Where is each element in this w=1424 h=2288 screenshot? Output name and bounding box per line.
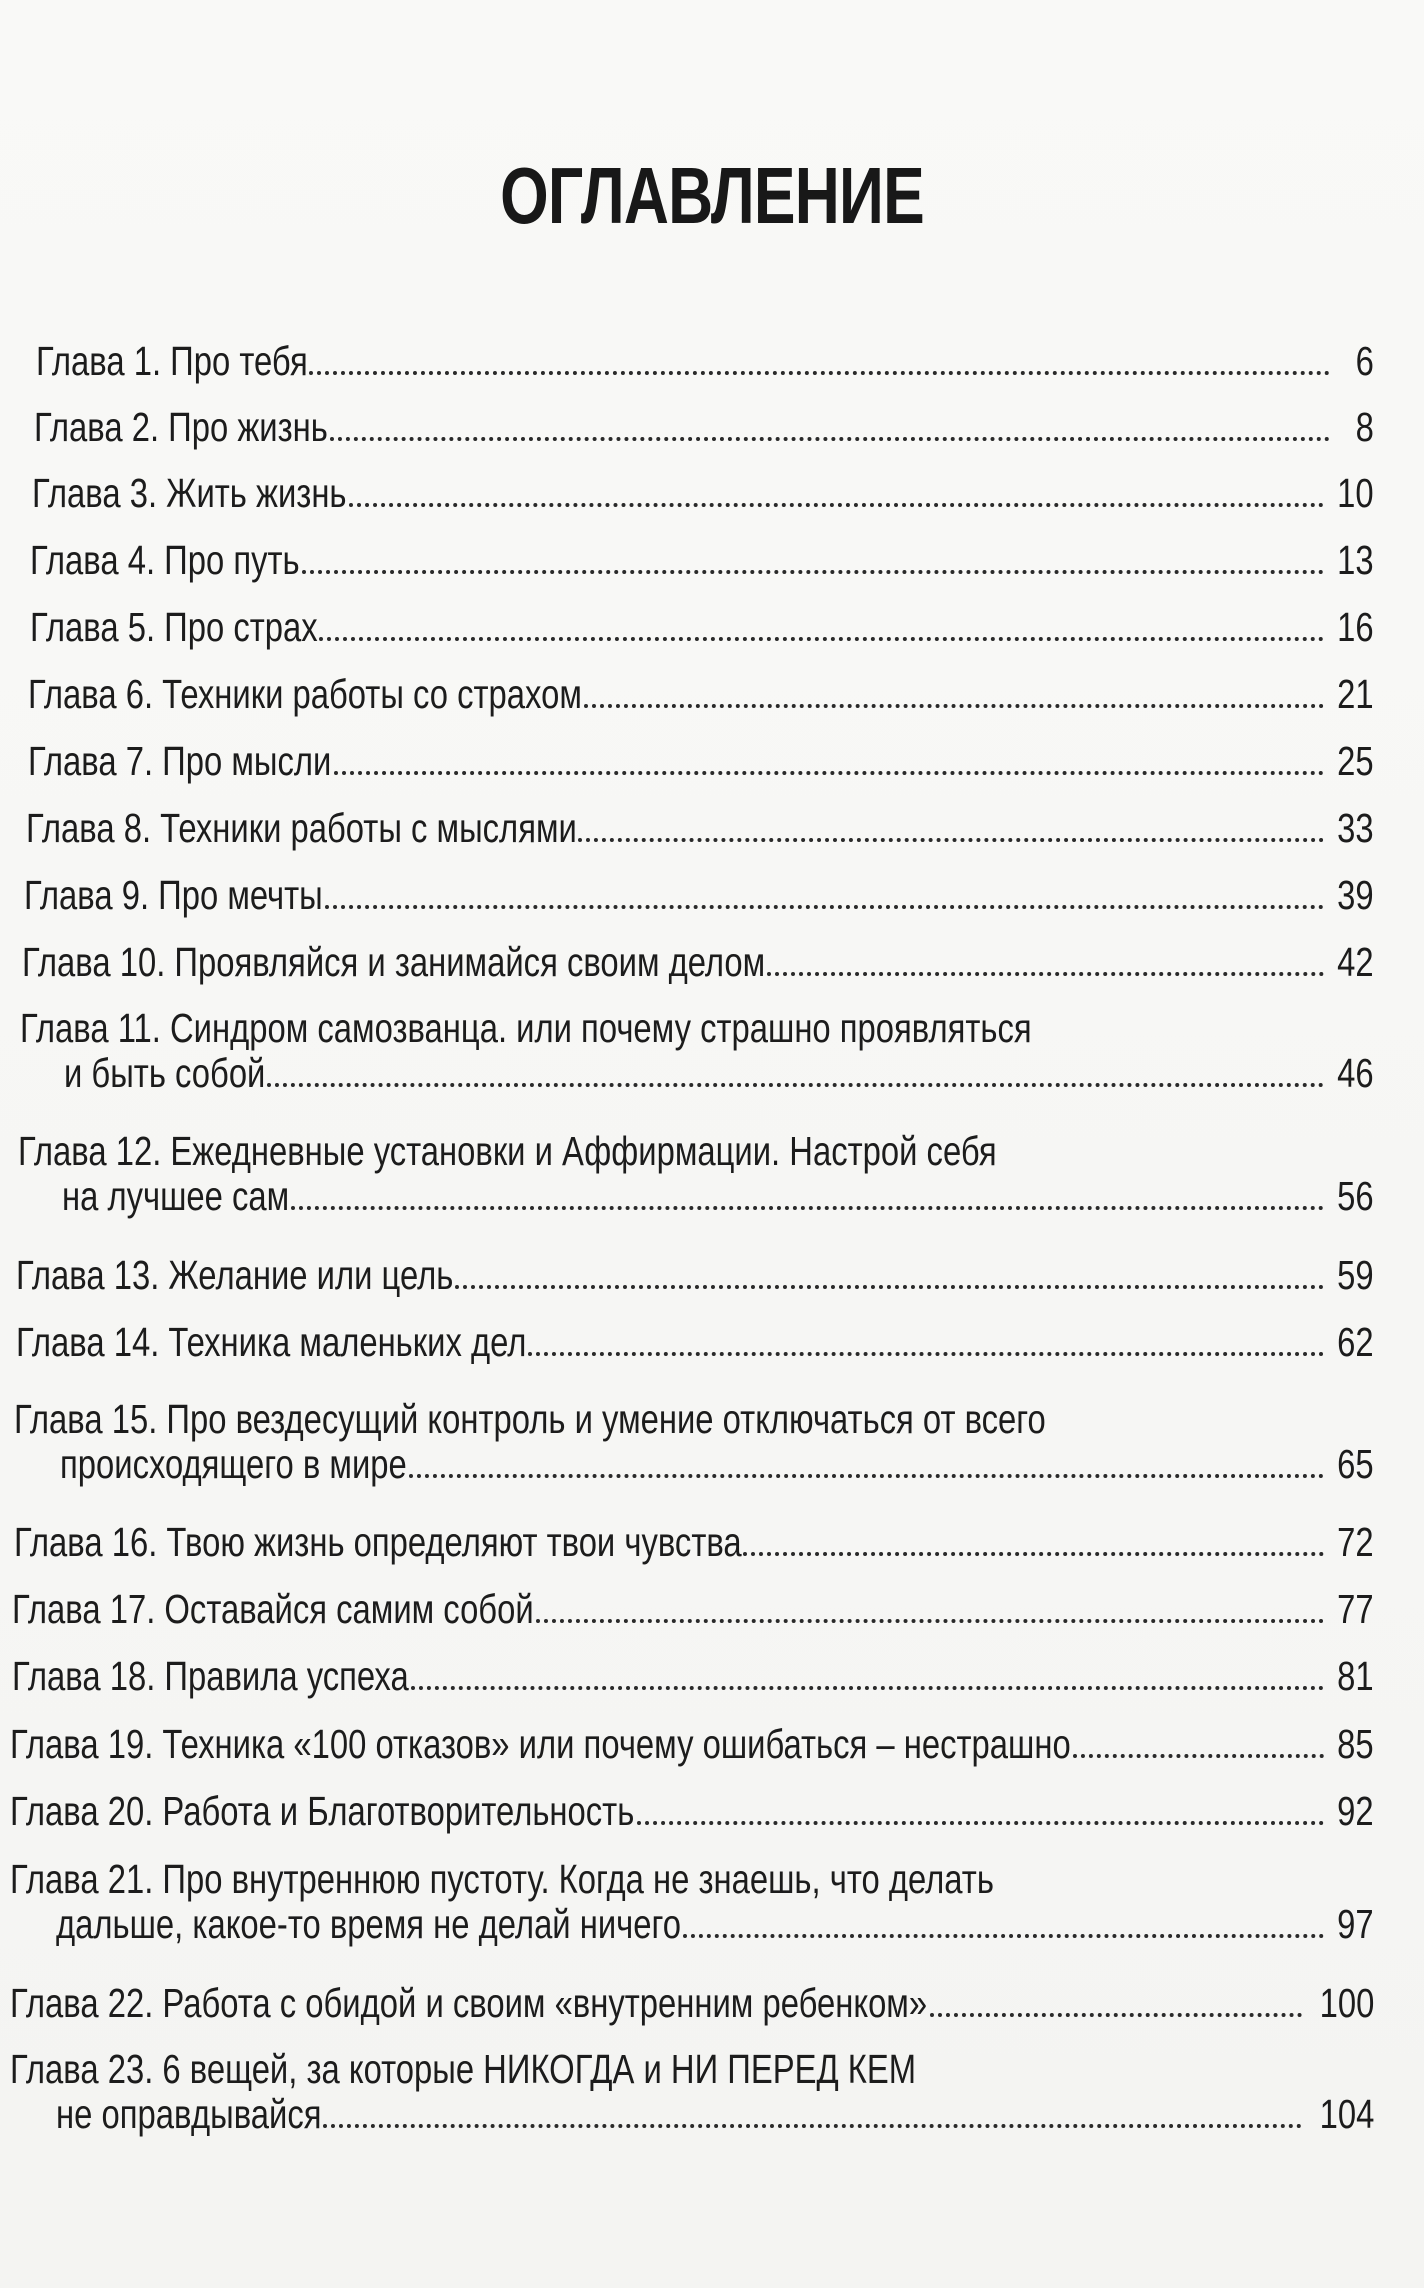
toc-page-number: 13 bbox=[1337, 537, 1374, 583]
toc-entry bbox=[10, 1788, 1374, 1835]
toc-entry bbox=[14, 1519, 1374, 1566]
dot-leader bbox=[930, 2013, 1302, 2017]
toc-page-number: 8 bbox=[1355, 404, 1374, 450]
toc-entry-title: Глава 3. Жить жизнь bbox=[32, 470, 347, 516]
toc-entry-title: Глава 19. Техника «100 отказов» или почему ошибаться – нестрашно bbox=[10, 1721, 1071, 1767]
toc-entry-title: Глава 10. Проявляйся и занимайся своим делом bbox=[22, 939, 766, 985]
dot-leader bbox=[584, 704, 1324, 708]
toc-entry bbox=[20, 1005, 1374, 1097]
toc-page-number: 46 bbox=[1337, 1050, 1374, 1096]
toc-entry-title: Глава 13. Желание или цель bbox=[16, 1252, 454, 1298]
toc-entry bbox=[34, 404, 1374, 451]
toc-entry bbox=[10, 1980, 1374, 2027]
dot-leader bbox=[325, 905, 1324, 909]
toc-page-number: 39 bbox=[1337, 872, 1374, 918]
toc-entry-title: Глава 17. Оставайся самим собой bbox=[12, 1586, 534, 1632]
dot-leader bbox=[455, 1285, 1324, 1289]
toc-page-number: 85 bbox=[1337, 1721, 1374, 1767]
toc-entry bbox=[12, 1586, 1374, 1633]
toc-entry-title: Глава 9. Про мечты bbox=[24, 872, 323, 918]
dot-leader bbox=[536, 1619, 1325, 1623]
dot-leader bbox=[323, 2124, 1301, 2128]
toc-entry bbox=[30, 604, 1374, 651]
toc-entry bbox=[16, 1252, 1374, 1299]
dot-leader bbox=[683, 1934, 1324, 1938]
toc-entry-title: Глава 18. Правила успеха bbox=[12, 1653, 409, 1699]
dot-leader bbox=[267, 1083, 1324, 1087]
toc-page-number: 65 bbox=[1337, 1441, 1374, 1487]
toc-entry-title: Глава 6. Техники работы со страхом bbox=[28, 671, 582, 717]
toc-entry-title: Глава 16. Твою жизнь определяют твои чувства bbox=[14, 1519, 742, 1565]
toc-entry-title-cont: происходящего в мире bbox=[60, 1441, 407, 1487]
dot-leader bbox=[309, 371, 1330, 375]
toc-page-number: 97 bbox=[1337, 1901, 1374, 1947]
dot-leader bbox=[528, 1352, 1324, 1356]
toc-entry bbox=[10, 1856, 1374, 1948]
toc-entry bbox=[32, 470, 1374, 517]
toc-entry-title-cont: и быть собой bbox=[64, 1050, 266, 1096]
toc-page-number: 21 bbox=[1337, 671, 1374, 717]
dot-leader bbox=[411, 1686, 1325, 1690]
dot-leader bbox=[637, 1821, 1325, 1825]
toc-page-number: 25 bbox=[1337, 738, 1374, 784]
dot-leader bbox=[302, 570, 1325, 574]
toc-page-number: 6 bbox=[1355, 338, 1374, 384]
toc-entry bbox=[22, 939, 1374, 986]
toc-entry-title: Глава 15. Про вездесущий контроль и умение отключаться от всего bbox=[14, 1396, 1046, 1442]
toc-entry bbox=[18, 1128, 1374, 1220]
toc-entry-title: Глава 14. Техника маленьких дел bbox=[16, 1319, 527, 1365]
toc-entry-title: Глава 7. Про мысли bbox=[28, 738, 332, 784]
toc-entry-title: Глава 21. Про внутреннюю пустоту. Когда не знаешь, что делать bbox=[10, 1856, 994, 1902]
toc-entry bbox=[28, 738, 1374, 785]
toc-page-number: 100 bbox=[1319, 1980, 1374, 2026]
dot-leader bbox=[767, 972, 1324, 976]
toc-page-number: 92 bbox=[1337, 1788, 1374, 1834]
toc-entry bbox=[16, 1319, 1374, 1366]
toc-entry-title: Глава 2. Про жизнь bbox=[34, 404, 328, 450]
toc-entry-title: Глава 8. Техники работы с мыслями bbox=[26, 805, 577, 851]
toc-entry bbox=[28, 671, 1374, 718]
toc-entry bbox=[30, 537, 1374, 584]
toc-entry-title: Глава 12. Ежедневные установки и Аффирмации. Настрой себя bbox=[18, 1128, 997, 1174]
toc-entry bbox=[10, 1721, 1374, 1768]
toc-page-number: 81 bbox=[1337, 1653, 1374, 1699]
toc-entry-title: Глава 4. Про путь bbox=[30, 537, 300, 583]
toc-page-number: 77 bbox=[1337, 1586, 1374, 1632]
toc-page-number: 56 bbox=[1337, 1173, 1374, 1219]
toc-entry bbox=[14, 1396, 1374, 1488]
toc-page-number: 62 bbox=[1337, 1319, 1374, 1365]
toc-page-number: 59 bbox=[1337, 1252, 1374, 1298]
toc-entry-title: Глава 20. Работа и Благотворительность bbox=[10, 1788, 635, 1834]
dot-leader bbox=[743, 1552, 1324, 1556]
toc-entry-title: Глава 1. Про тебя bbox=[36, 338, 308, 384]
toc-entry bbox=[24, 872, 1374, 919]
dot-leader bbox=[578, 838, 1324, 842]
toc-page-number: 72 bbox=[1337, 1519, 1374, 1565]
toc-entry-title-cont: на лучшее сам bbox=[62, 1173, 290, 1219]
dot-leader bbox=[334, 771, 1325, 775]
toc-entry-title: Глава 5. Про страх bbox=[30, 604, 318, 650]
toc-entry bbox=[10, 2046, 1374, 2138]
toc-page-number: 33 bbox=[1337, 805, 1374, 851]
dot-leader bbox=[349, 503, 1325, 507]
toc-entry-title-cont: не оправдывайся bbox=[56, 2091, 322, 2137]
toc-entry-title: Глава 11. Синдром самозванца. или почему страшно проявляться bbox=[20, 1005, 1032, 1051]
dot-leader bbox=[330, 437, 1330, 441]
dot-leader bbox=[319, 637, 1324, 641]
toc-entry bbox=[36, 338, 1374, 385]
dot-leader bbox=[409, 1474, 1324, 1478]
toc-page-number: 16 bbox=[1337, 604, 1374, 650]
toc-page-number: 42 bbox=[1337, 939, 1374, 985]
toc-entry-title-cont: дальше, какое-то время не делай ничего bbox=[56, 1901, 681, 1947]
toc-entry-title: Глава 22. Работа с обидой и своим «внутренним ребенком» bbox=[10, 1980, 928, 2026]
toc-page-number: 10 bbox=[1337, 470, 1374, 516]
dot-leader bbox=[291, 1206, 1324, 1210]
dot-leader bbox=[1073, 1754, 1325, 1758]
toc-entry bbox=[26, 805, 1374, 852]
toc-entry bbox=[12, 1653, 1374, 1700]
toc-page-number: 104 bbox=[1319, 2091, 1374, 2137]
page-title: ОГЛАВЛЕНИЕ bbox=[500, 151, 924, 240]
toc-entry-title: Глава 23. 6 вещей, за которые НИКОГДА и НИ ПЕРЕД КЕМ bbox=[10, 2046, 917, 2092]
